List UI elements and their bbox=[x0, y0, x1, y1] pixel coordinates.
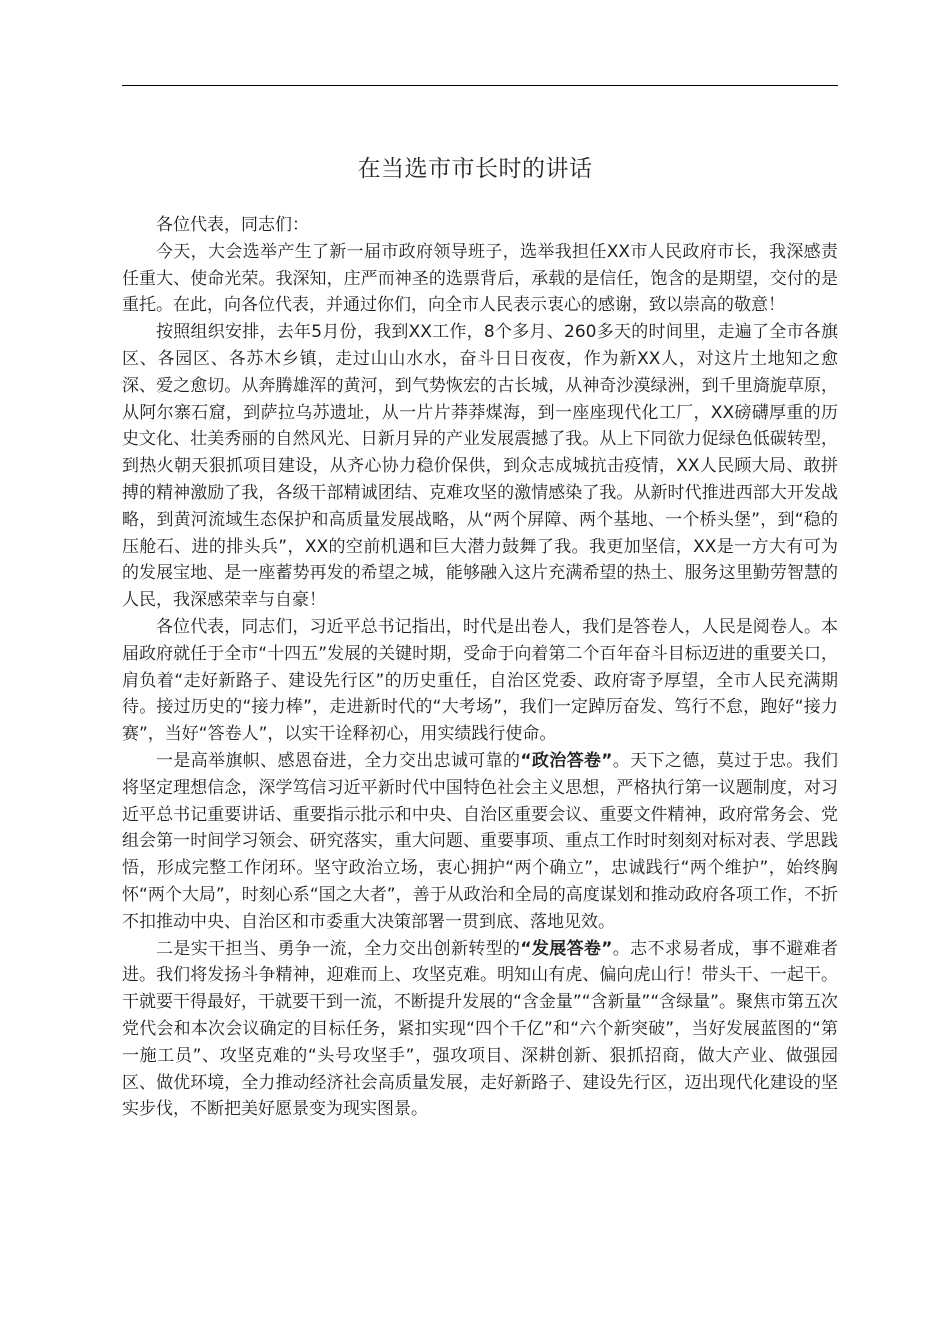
page-title: 在当选市市长时的讲话 bbox=[357, 156, 593, 182]
paragraph-4-lead: 一是高举旗帜、感恩奋进，全力交出忠诚可靠的 bbox=[156, 750, 521, 771]
paragraph-4 bbox=[122, 748, 838, 936]
paragraph-3: 各位代表，同志们，习近平总书记指出，时代是出卷人，我们是答卷人，人民是阅卷人。本届政府就任于全市“十四五”发展的关键时期，受命于向着第二个百年奋斗目标迈进的重要关口，肩负着“走好新路子、建设先行区”的历史重任，自治区党委、政府寄予厚望，全市人民充满期待。接过历史的“接力棒”，走进新时代的“大考场”，我们一定踔厉奋发、笃行不怠，跑好“接力赛”，当好“答卷人”，以实干诠释初心，用实绩践行使命。 bbox=[122, 616, 838, 745]
document-body bbox=[122, 212, 838, 1123]
paragraph-5-rest: 。志不求易者成，事不避难者进。我们将发扬斗争精神，迎难而上、攻坚克难。明知山有虎、偏向虎山行！带头干、一起干。干就要干得最好，干就要干到一流，不断提升发展的“含金量”“含新量”“含绿量”。聚焦市第五次党代会和本次会议确定的目标任务，紧扣实现“四个千亿”和“六个新突破”，当好发展蓝图的“第一施工员”、攻坚克难的“头号攻坚手”，强攻项目、深耕创新、狠抓招商，做大产业、做强园区、做优环境，全力推动经济社会高质量发展，走好新路子、建设先行区，迈出现代化建设的坚实步伐，不断把美好愿景变为现实图景。 bbox=[122, 938, 838, 1120]
paragraph-5 bbox=[122, 936, 838, 1124]
paragraph-2: 按照组织安排，去年5月份，我到XX工作，8个多月、260多天的时间里，走遍了全市各旗区、各园区、各苏木乡镇，走过山山水水，奋斗日日夜夜，作为新XX人，对这片土地知之愈深、爱之愈切。从奔腾雄浑的黄河，到气势恢宏的古长城，从神奇沙漠绿洲，到千里旖旎草原，从阿尔寨石窟，到萨拉乌苏遗址，从一片片莽莽煤海，到一座座现代化工厂，XX磅礴厚重的历史文化、壮美秀丽的自然风光、日新月异的产业发展震撼了我。从上下同欲力促绿色低碳转型，到热火朝天狠抓项目建设，从齐心协力稳价保供，到众志成城抗击疫情，XX人民顾大局、敢拼搏的精神激励了我，各级干部精诚团结、克难攻坚的激情感染了我。从新时代推进西部大开发战略，到黄河流域生态保护和高质量发展战略，从“两个屏障、两个基地、一个桥头堡”，到“稳的压舱石、进的排头兵”，XX的空前机遇和巨大潜力鼓舞了我。我更加坚信，XX是一方大有可为的发展宝地、是一座蓄势再发的希望之城，能够融入这片充满希望的热土、服务这里勤劳智慧的人民，我深感荣幸与自豪！ bbox=[122, 322, 838, 611]
salutation: 各位代表，同志们： bbox=[156, 215, 309, 235]
paragraph-5-lead: 二是实干担当、勇争一流，全力交出创新转型的 bbox=[156, 938, 521, 959]
paragraph-5-emphasis: “发展答卷” bbox=[520, 938, 613, 959]
paragraph-1: 今天，大会选举产生了新一届市政府领导班子，选举我担任XX市人民政府市长，我深感责任重大、使命光荣。我深知，庄严而神圣的选票背后，承载的是信任，饱含的是期望，交付的是重托。在此，向各位代表，并通过你们，向全市人民表示衷心的感谢，致以崇高的敬意！ bbox=[122, 241, 838, 316]
paragraph-4-emphasis: “政治答卷” bbox=[520, 750, 613, 771]
paragraph-4-rest: 。天下之德，莫过于忠。我们将坚定理想信念，深学笃信习近平新时代中国特色社会主义思想，严格执行第一议题制度，对习近平总书记重要讲话、重要指示批示和中央、自治区重要会议、重要文件精神，政府常务会、党组会第一时间学习领会、研究落实，重大问题、重要事项、重点工作时时刻刻对标对表、学思践悟，形成完整工作闭环。坚守政治立场，衷心拥护“两个确立”，忠诚践行“两个维护”，始终胸怀“两个大局”，时刻心系“国之大者”，善于从政治和全局的高度谋划和推动政府各项工作，不折不扣推动中央、自治区和市委重大决策部署一贯到底、落地见效。 bbox=[122, 750, 838, 932]
header-rule bbox=[122, 85, 838, 86]
